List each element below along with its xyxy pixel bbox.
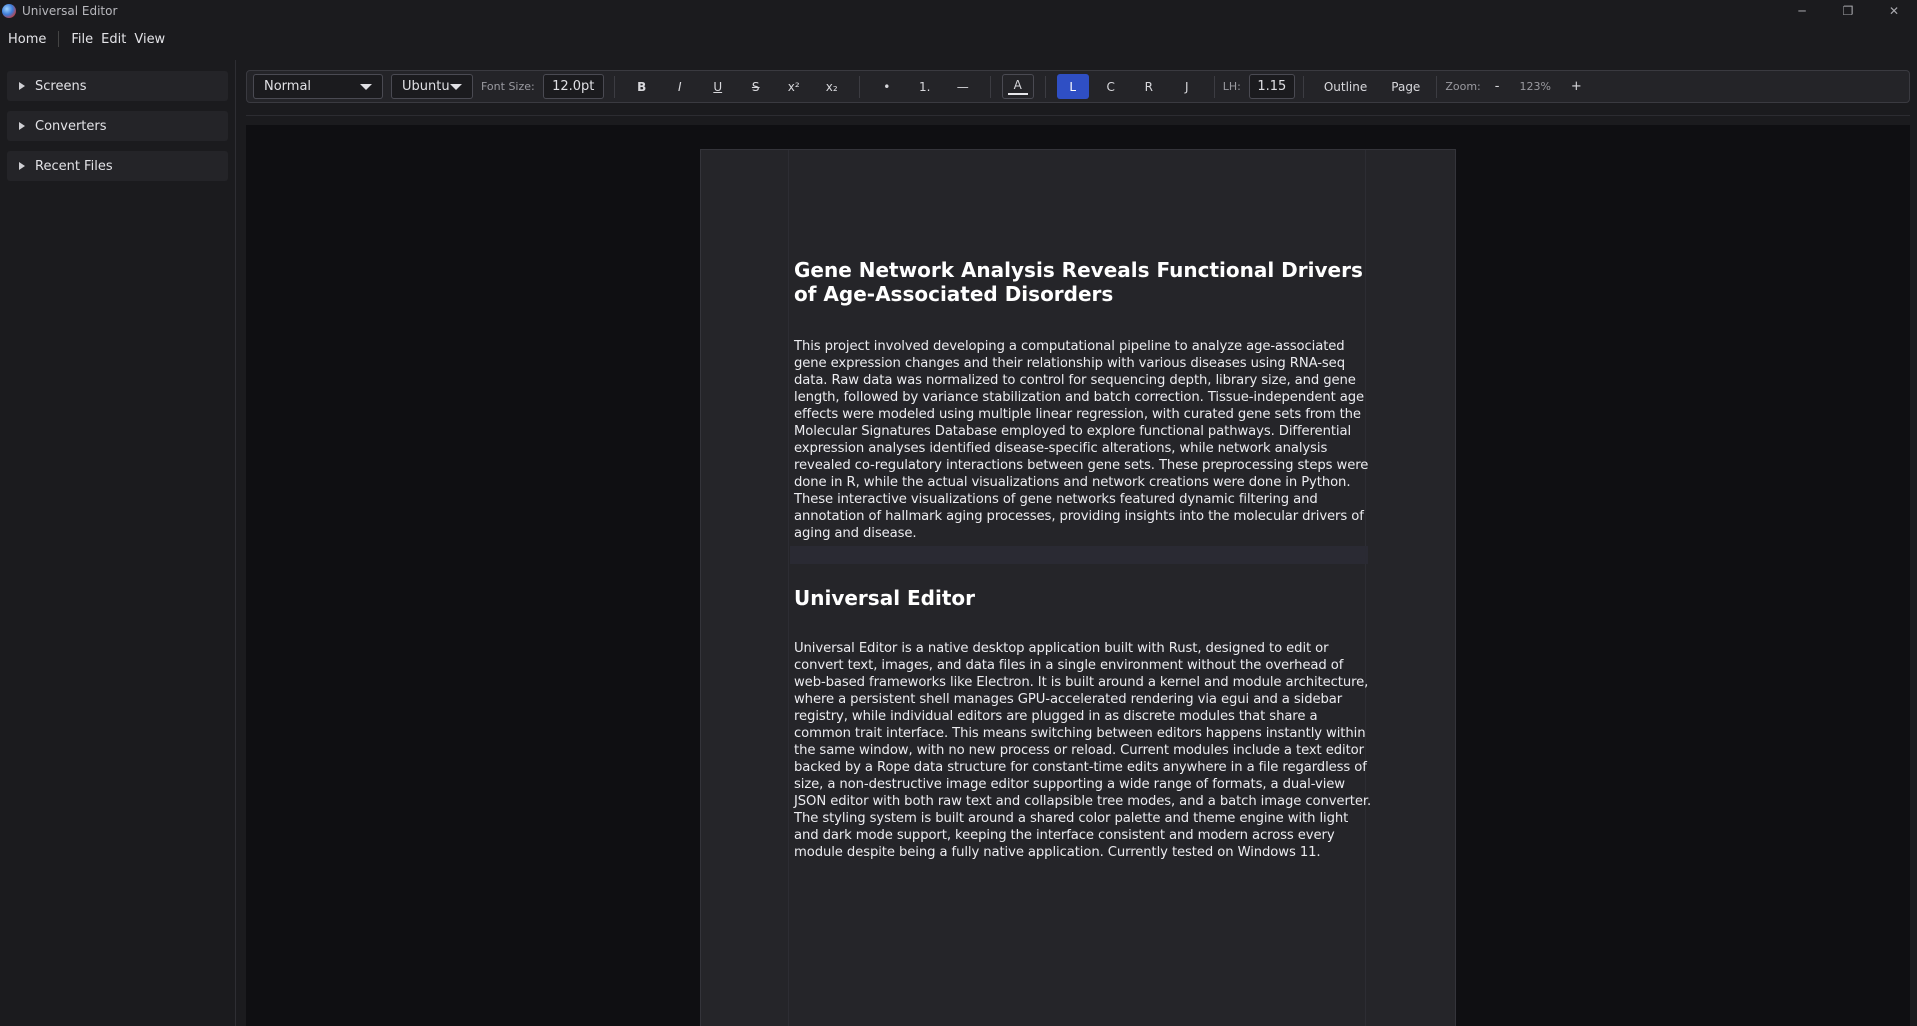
paragraph-style-dropdown[interactable] <box>253 74 383 99</box>
underline-button[interactable]: U <box>713 79 723 94</box>
page-view-button[interactable]: Page <box>1391 79 1421 94</box>
menu-file[interactable]: File <box>71 31 94 47</box>
document-content[interactable] <box>794 258 1372 861</box>
menu-home[interactable]: Home <box>8 31 47 47</box>
menu-edit[interactable]: Edit <box>101 31 127 47</box>
toolbar-divider <box>614 76 615 98</box>
formatting-toolbar <box>246 70 1910 103</box>
document-page[interactable] <box>700 149 1456 1026</box>
sidebar-section-label: Converters <box>35 118 107 134</box>
toolbar-divider-line <box>246 115 1910 116</box>
minimize-button[interactable]: ─ <box>1798 4 1806 18</box>
current-line-highlight <box>790 546 1368 564</box>
text-color-button[interactable] <box>1002 74 1034 99</box>
font-family-value: Ubuntu <box>402 79 450 94</box>
menu-divider <box>58 31 59 47</box>
sidebar-section-label: Screens <box>35 78 87 94</box>
font-size-input[interactable]: 12.0pt <box>543 74 604 99</box>
bullet-list-button[interactable]: • <box>883 79 891 94</box>
bold-button[interactable]: B <box>637 79 647 94</box>
zoom-in-button[interactable]: + <box>1570 79 1582 94</box>
align-left-button[interactable]: L <box>1057 74 1089 99</box>
chevron-down-icon <box>360 84 372 90</box>
expand-arrow-icon <box>19 122 25 130</box>
toolbar-divider <box>1303 76 1304 98</box>
paragraph-universal-editor[interactable]: Universal Editor is a native desktop application built with Rust, designed to edit or convert text, images, and data files in a single environment without the overhead of web-based frameworks like Electron. It is built around a kernel and module architecture, where a persistent shell manages GPU-accelerated rendering via egui and a sidebar registry, while individual editors are plugged in as discrete modules that share a common trait interface. This means switching between editors happens instantly within the same window, with no new process or reload. Current modules include a text editor backed by a Rope data structure for constant-time edits anywhere in a file regardless of size, a non-destructive image editor supporting a wide range of formats, a dual-view JSON editor with both raw text and collapsible tree modes, and a batch image converter. The styling system is built around a shared color palette and theme engine with light and dark mode support, keeping the interface consistent and modern across every module despite being a fully native application. Currently tested on Windows 11. <box>794 641 1372 860</box>
line-height-label: LH: <box>1222 80 1241 93</box>
toolbar-divider <box>1436 76 1437 98</box>
expand-arrow-icon <box>19 82 25 90</box>
heading-gene-network[interactable]: Gene Network Analysis Reveals Functional Drivers of Age-Associated Disorders <box>794 258 1363 306</box>
paragraph-gene-network[interactable]: This project involved developing a computational pipeline to analyze age-associated gene expression changes and their relationship with various diseases using RNA-seq data. Raw data was normalized to control for sequencing depth, library size, and gene length, followed by variance stabilization and batch correction. Tissue-independent age effects were modeled using multiple linear regression, with curated gene sets from the Molecular Signatures Database employed to explore functional pathways. Differential expression analyses identified disease-specific alterations, while network analysis revealed co-regulatory interactions between gene sets. These preprocessing steps were done in R, while the actual visualizations and network creations were done in Python. These interactive visualizations of gene networks featured dynamic filtering and annotation of hallmark aging processes, providing insights into the molecular drivers of aging and disease. <box>794 339 1369 541</box>
sidebar-section-screens[interactable] <box>7 71 228 101</box>
toolbar-divider <box>1214 76 1215 98</box>
document-canvas[interactable] <box>246 125 1910 1026</box>
menu-view[interactable]: View <box>134 31 166 47</box>
font-family-dropdown[interactable] <box>391 74 473 99</box>
zoom-label: Zoom: <box>1445 80 1481 93</box>
horizontal-rule-button[interactable]: — <box>956 79 969 94</box>
align-center-button[interactable]: C <box>1106 79 1115 94</box>
heading-universal-editor[interactable]: Universal Editor <box>794 586 976 610</box>
outline-button[interactable]: Outline <box>1323 79 1368 94</box>
italic-button[interactable]: I <box>677 79 682 94</box>
sidebar-section-converters[interactable] <box>7 111 228 141</box>
close-button[interactable]: ✕ <box>1888 4 1900 18</box>
title-bar <box>0 0 1917 22</box>
paragraph-style-value: Normal <box>264 79 312 94</box>
text-color-icon: A <box>1013 78 1022 92</box>
superscript-button[interactable]: x² <box>787 79 800 94</box>
strikethrough-button[interactable]: S <box>751 79 760 94</box>
zoom-level: 123% <box>1519 80 1551 93</box>
toolbar-divider <box>1045 76 1046 98</box>
font-size-label: Font Size: <box>481 80 535 93</box>
chevron-down-icon <box>450 84 462 90</box>
window-title: Universal Editor <box>22 4 118 18</box>
align-right-button[interactable]: R <box>1144 79 1153 94</box>
numbered-list-button[interactable]: 1. <box>919 79 931 94</box>
expand-arrow-icon <box>19 162 25 170</box>
align-justify-button[interactable]: J <box>1184 79 1189 94</box>
restore-button[interactable]: ❐ <box>1842 4 1854 18</box>
zoom-out-button[interactable]: - <box>1494 79 1500 94</box>
left-margin-guide <box>788 150 789 1026</box>
toolbar-divider <box>990 76 991 98</box>
window-controls <box>1779 0 1917 22</box>
toolbar-divider <box>859 76 860 98</box>
subscript-button[interactable]: x₂ <box>825 79 838 94</box>
line-height-input[interactable]: 1.15 <box>1249 74 1295 99</box>
sidebar-section-label: Recent Files <box>35 158 113 174</box>
menu-bar <box>0 22 1917 56</box>
app-logo-icon <box>2 4 16 18</box>
sidebar-section-recent-files[interactable] <box>7 151 228 181</box>
text-color-swatch <box>1008 93 1028 95</box>
sidebar <box>0 60 236 1026</box>
